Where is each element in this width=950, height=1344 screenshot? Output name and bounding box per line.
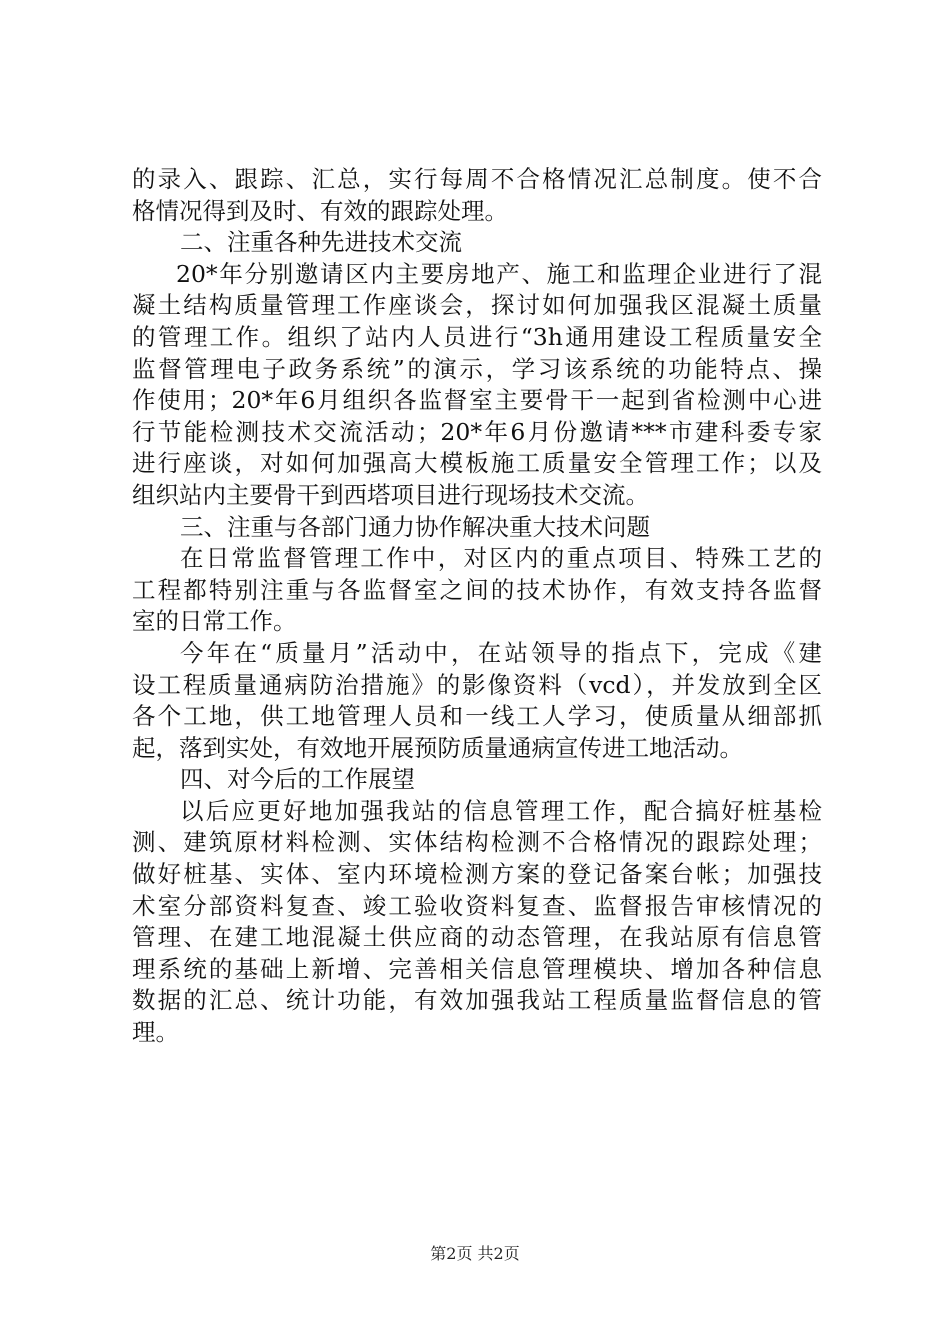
document-body [132,164,822,1049]
section-heading: 四、对今后的工作展望 [180,765,415,794]
page-footer: 第2页 共2页 [430,1244,520,1263]
text-line: 室的日常工作。 [132,607,297,636]
text-line: 测、建筑原材料检测、实体结构检测不合格情况的跟踪处理； [132,828,822,857]
text-line: 做好桩基、实体、室内环境检测方案的登记备案台帐；加强技 [132,860,822,889]
text-line: 进行座谈，对如何加强高大模板施工质量安全管理工作；以及 [132,449,822,478]
text-line: 的管理工作。组织了站内人员进行“3h通用建设工程质量安全 [132,322,822,351]
section-heading: 三、注重与各部门通力协作解决重大技术问题 [180,512,650,541]
text-line: 的录入、跟踪、汇总，实行每周不合格情况汇总制度。使不合 [132,165,822,193]
text-line: 工程都特别注重与各监督室之间的技术协作，有效支持各监督 [132,575,822,604]
text-line: 理系统的基础上新增、完善相关信息管理模块、增加各种信息 [132,954,822,983]
text-line: 监督管理电子政务系统”的演示，学习该系统的功能特点、操 [132,354,822,383]
text-line: 理。 [132,1018,179,1047]
text-line: 组织站内主要骨干到西塔项目进行现场技术交流。 [132,480,649,509]
text-line: 凝土结构质量管理工作座谈会，探讨如何加强我区混凝土质量 [132,291,822,320]
text-line: 作使用；20*年6月组织各监督室主要骨干一起到省检测中心进 [132,386,822,415]
text-line: 设工程质量通病防治措施》的影像资料（vcd），并发放到全区 [132,670,822,699]
text-line: 术室分部资料复查、竣工验收资料复查、监督报告审核情况的 [132,891,822,920]
text-line: 以后应更好地加强我站的信息管理工作，配合搞好桩基检 [180,796,822,825]
text-line: 数据的汇总、统计功能，有效加强我站工程质量监督信息的管 [132,986,822,1015]
text-line: 各个工地，供工地管理人员和一线工人学习，使质量从细部抓 [132,702,822,731]
text-line: 今年在“质量月”活动中，在站领导的指点下，完成《建 [180,638,822,667]
text-line: 管理、在建工地混凝土供应商的动态管理，在我站原有信息管 [132,923,822,952]
section-heading: 二、注重各种先进技术交流 [180,228,462,257]
text-line: 格情况得到及时、有效的跟踪处理。 [132,196,508,225]
text-line: 起，落到实处，有效地开展预防质量通病宣传进工地活动。 [132,733,743,762]
text-line: 在日常监督管理工作中，对区内的重点项目、特殊工艺的 [180,544,822,573]
text-line: 行节能检测技术交流活动；20*年6月份邀请***市建科委专家 [132,417,822,446]
text-line: 20*年分别邀请区内主要房地产、施工和监理企业进行了混 [176,259,822,288]
